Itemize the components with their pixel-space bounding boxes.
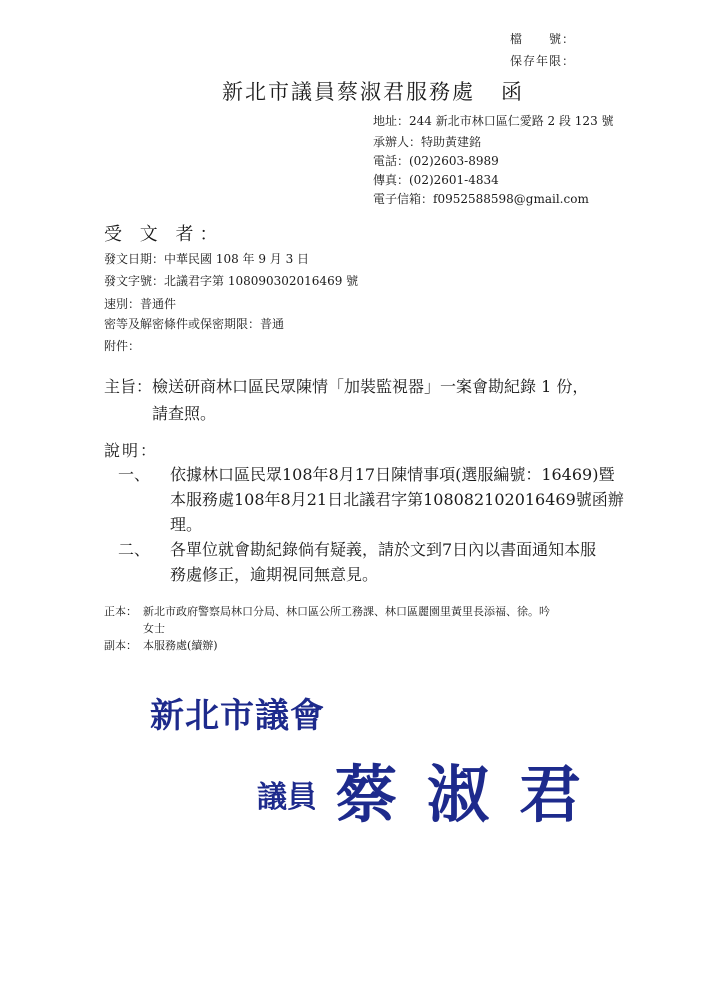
subject-line: 主旨：檢送研商林口區民眾陳情「加裝監視器」一案會勘紀錄 1 份， — [104, 377, 589, 396]
attachments: 附件： — [104, 339, 141, 353]
original-recipients-continuation: 女士 — [143, 622, 165, 635]
item-number: 一、 — [118, 465, 151, 484]
document-type: 函 — [501, 80, 524, 104]
item-text: 理。 — [170, 515, 203, 534]
councilor-name-seal: 蔡淑君 — [335, 758, 612, 831]
contact-email: 電子信箱：f0952588598@gmail.com — [373, 192, 589, 206]
item-text: 務處修正，逾期視同無意見。 — [170, 565, 379, 584]
file-number-label: 檔 號： — [510, 32, 576, 46]
original-recipients-label: 正本： — [104, 605, 137, 618]
contact-handler: 承辦人：特助黃建銘 — [373, 135, 482, 149]
item-number: 二、 — [118, 540, 151, 559]
copy-recipients-label: 副本： — [104, 639, 137, 652]
council-seal-text: 新北市議會 — [150, 696, 325, 736]
copy-recipients: 本服務處(續辦) — [143, 639, 218, 652]
contact-address: 地址：244 新北市林口區仁愛路 2 段 123 號 — [373, 114, 614, 128]
recipient-label: 受 文 者： — [104, 224, 224, 245]
retention-period-label: 保存年限： — [510, 54, 576, 68]
contact-fax: 傳真：(02)2601-4834 — [373, 173, 499, 187]
item-text: 各單位就會勘紀錄倘有疑義，請於文到7日內以書面通知本服 — [170, 540, 597, 559]
contact-phone: 電話：(02)2603-8989 — [373, 154, 499, 168]
office-name: 新北市議員蔡淑君服務處 — [222, 80, 475, 104]
councilor-title-seal: 議員 — [257, 780, 317, 815]
original-recipients: 新北市政府警察局林口分局、林口區公所工務課、林口區麗園里黃里長添福、徐。吟 — [143, 605, 550, 618]
document-title — [222, 76, 524, 106]
document-number: 發文字號：北議君字第 108090302016469 號 — [104, 274, 359, 288]
subject-continuation: 請查照。 — [152, 404, 217, 423]
urgency: 速別：普通件 — [104, 297, 177, 311]
issue-date: 發文日期：中華民國 108 年 9 月 3 日 — [104, 252, 310, 266]
description-label: 說明： — [104, 441, 159, 460]
item-text: 本服務處108年8月21日北議君字第108082102016469號函辦 — [170, 490, 624, 509]
item-text: 依據林口區民眾108年8月17日陳情事項(選服編號：16469)暨 — [170, 465, 615, 484]
confidentiality: 密等及解密條件或保密期限：普通 — [104, 317, 285, 331]
